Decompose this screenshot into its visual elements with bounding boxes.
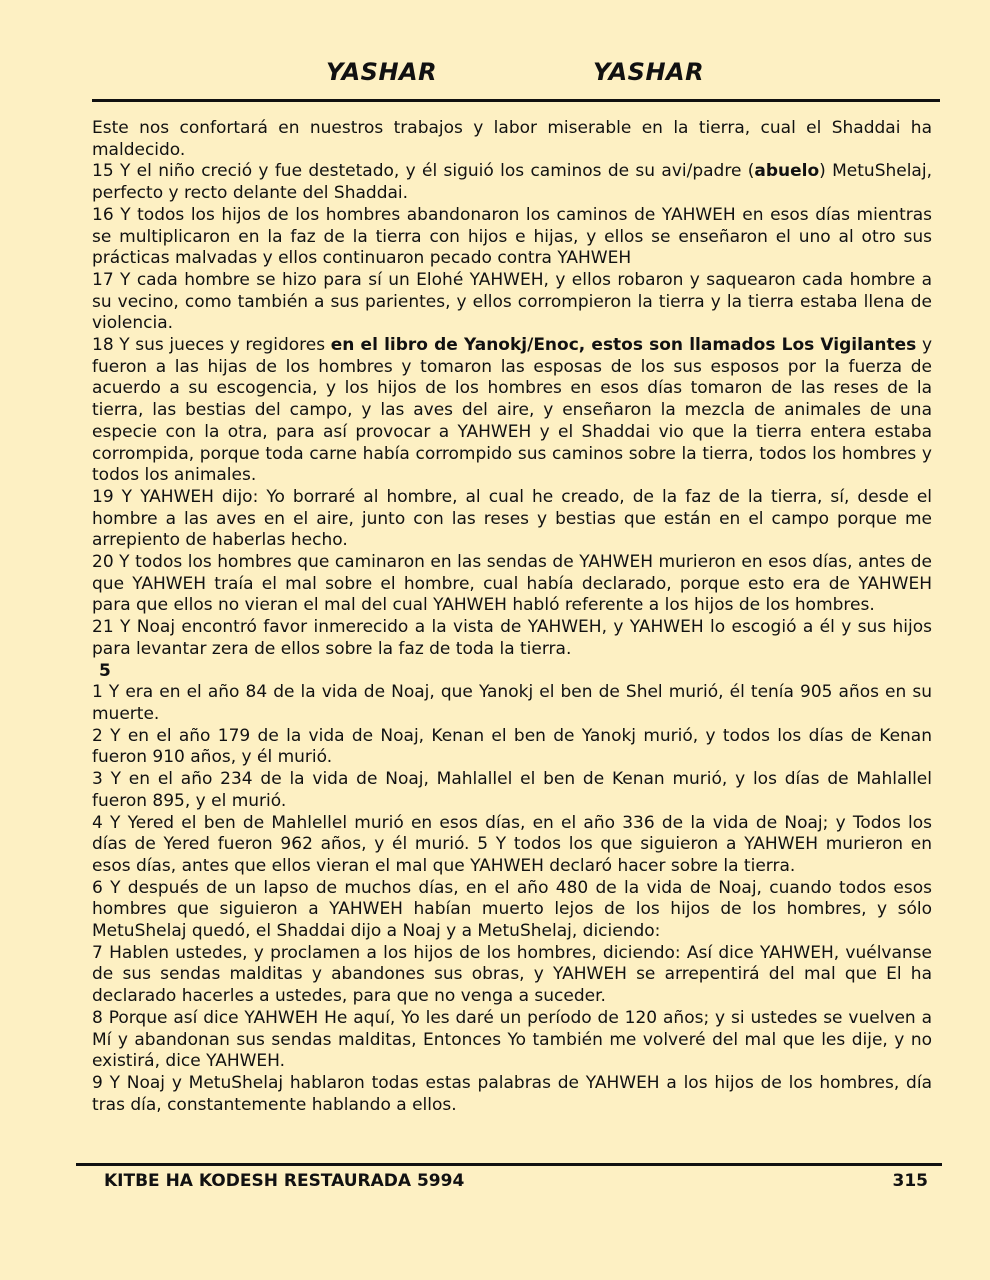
emphasis: en el libro de Yanokj/Enoc, estos son llamados Los Vigilantes — [330, 335, 917, 356]
verse-text: 18 Y sus jueces y regidores — [92, 335, 331, 356]
verse-6: 6 Y después de un lapso de muchos días, en el año 480 de la vida de Noaj, cuando todos esos hombres que siguieron a YAHWEH habían muerto lejos de los hijos de los hombres, y sólo MetuShelaj quedó, el Shaddai dijo a Noaj y a MetuShelaj, diciendo: — [92, 877, 932, 942]
chapter-heading: 5 — [99, 660, 111, 681]
emphasis: abuelo — [754, 161, 820, 182]
verse-3: 3 Y en el año 234 de la vida de Noaj, Mahlallel el ben de Kenan murió, y los días de Mahlallel fueron 895, y el murió. — [92, 769, 932, 811]
verse-15 — [92, 161, 932, 204]
verse-16: 16 Y todos los hijos de los hombres abandonaron los caminos de YAHWEH en esos días mientras se multiplicaron en la faz de la tierra con hijos e hijas, y ellos se enseñaron el uno al otro sus prácticas malvadas y ellos continuaron pecado contra YAHWEH — [92, 204, 932, 269]
page-header — [0, 58, 990, 92]
verse-text: ) MetuShelaj, perfecto y recto delante del Shaddai. — [92, 161, 932, 204]
verse-1: 1 Y era en el año 84 de la vida de Noaj, que Yanokj el ben de Shel murió, él tenía 905 años en su muerte. — [92, 682, 932, 724]
verse-2: 2 Y en el año 179 de la vida de Noaj, Kenan el ben de Yanokj murió, y todos los días de Kenan fueron 910 años, y él murió. — [92, 725, 932, 768]
header-rule — [92, 99, 940, 102]
verse-20: 20 Y todos los hombres que caminaron en las sendas de YAHWEH murieron en esos días, antes de que YAHWEH traía el mal sobre el hombre, cual había declarado, porque esto era de YAHWEH para que ellos no vieran el mal del cual YAHWEH habló referente a los hijos de los hombres. — [92, 552, 932, 616]
page-number: 315 — [892, 1171, 928, 1191]
footer-rule — [76, 1163, 942, 1166]
paragraph: Este nos confortará en nuestros trabajos y labor miserable en la tierra, cual el Shaddai ha maldecido. — [92, 118, 932, 160]
verse-text: y fueron a las hijas de los hombres y tomaron las esposas de los sus esposos por la fuerza de acuerdo a su escogencia, y los hijos de los hombres en esos días tomaron de las reses de la tierra, las bestias del campo, y las aves del aire, y enseñaron la mezcla de animales de una especie con la otra, para así provocar a YAHWEH y el Shaddai vio que la tierra entera estaba corrompida, porque toda carne había corrompido sus caminos sobre la tierra, todos los hombres y todos los animales. — [92, 335, 933, 486]
verse-19: 19 Y YAHWEH dijo: Yo borraré al hombre, al cual he creado, de la faz de la tierra, sí, desde el hombre a las aves en el aire, junto con las reses y bestias que están en el campo porque me arrepiento de haberlas hecho. — [92, 486, 932, 551]
verse-9: 9 Y Noaj y MetuShelaj hablaron todas estas palabras de YAHWEH a los hijos de los hombres, día tras día, constantemente hablando a ellos. — [92, 1072, 932, 1115]
verse-4: 4 Y Yered el ben de Mahlellel murió en esos días, en el año 336 de la vida de Noaj; y Todos los días de Yered fueron 962 años, y él murió. 5 Y todos los que siguieron a YAHWEH murieron en esos días, antes que ellos vieran el mal que YAHWEH declaró hacer sobre la tierra. — [92, 812, 932, 876]
header-title-left: YASHAR — [326, 58, 438, 86]
verse-7: 7 Hablen ustedes, y proclamen a los hijos de los hombres, diciendo: Así dice YAHWEH, vuélvanse de sus sendas malditas y abandones sus obras, y YAHWEH se arrepentirá del mal que El ha declarado hacerles a ustedes, para que no venga a suceder. — [92, 942, 932, 1007]
verse-8: 8 Porque así dice YAHWEH He aquí, Yo les daré un período de 120 años; y si ustedes se vuelven a Mí y abandonan sus sendas malditas, Entonces Yo también me volveré del mal que les dije, y no existirá, dice YAHWEH. — [92, 1007, 932, 1072]
page-body — [92, 118, 932, 1116]
verse-17: 17 Y cada hombre se hizo para sí un Elohé YAHWEH, y ellos robaron y saquearon cada hombre a su vecino, como también a sus parientes, y ellos corrompieron la tierra y la tierra estaba llena de violencia. — [92, 269, 932, 334]
header-title-right: YASHAR — [593, 58, 705, 86]
verse-text: 15 Y el niño creció y fue destetado, y él siguió los caminos de su avi/padre ( — [92, 161, 755, 182]
page-footer — [0, 1171, 990, 1195]
verse-18 — [92, 335, 932, 487]
footer-book-title: KITBE HA KODESH RESTAURADA 5994 — [104, 1171, 465, 1191]
verse-21: 21 Y Noaj encontró favor inmerecido a la vista de YAHWEH, y YAHWEH lo escogió a él y sus hijos para levantar zera de ellos sobre la faz de toda la tierra. — [92, 617, 932, 659]
